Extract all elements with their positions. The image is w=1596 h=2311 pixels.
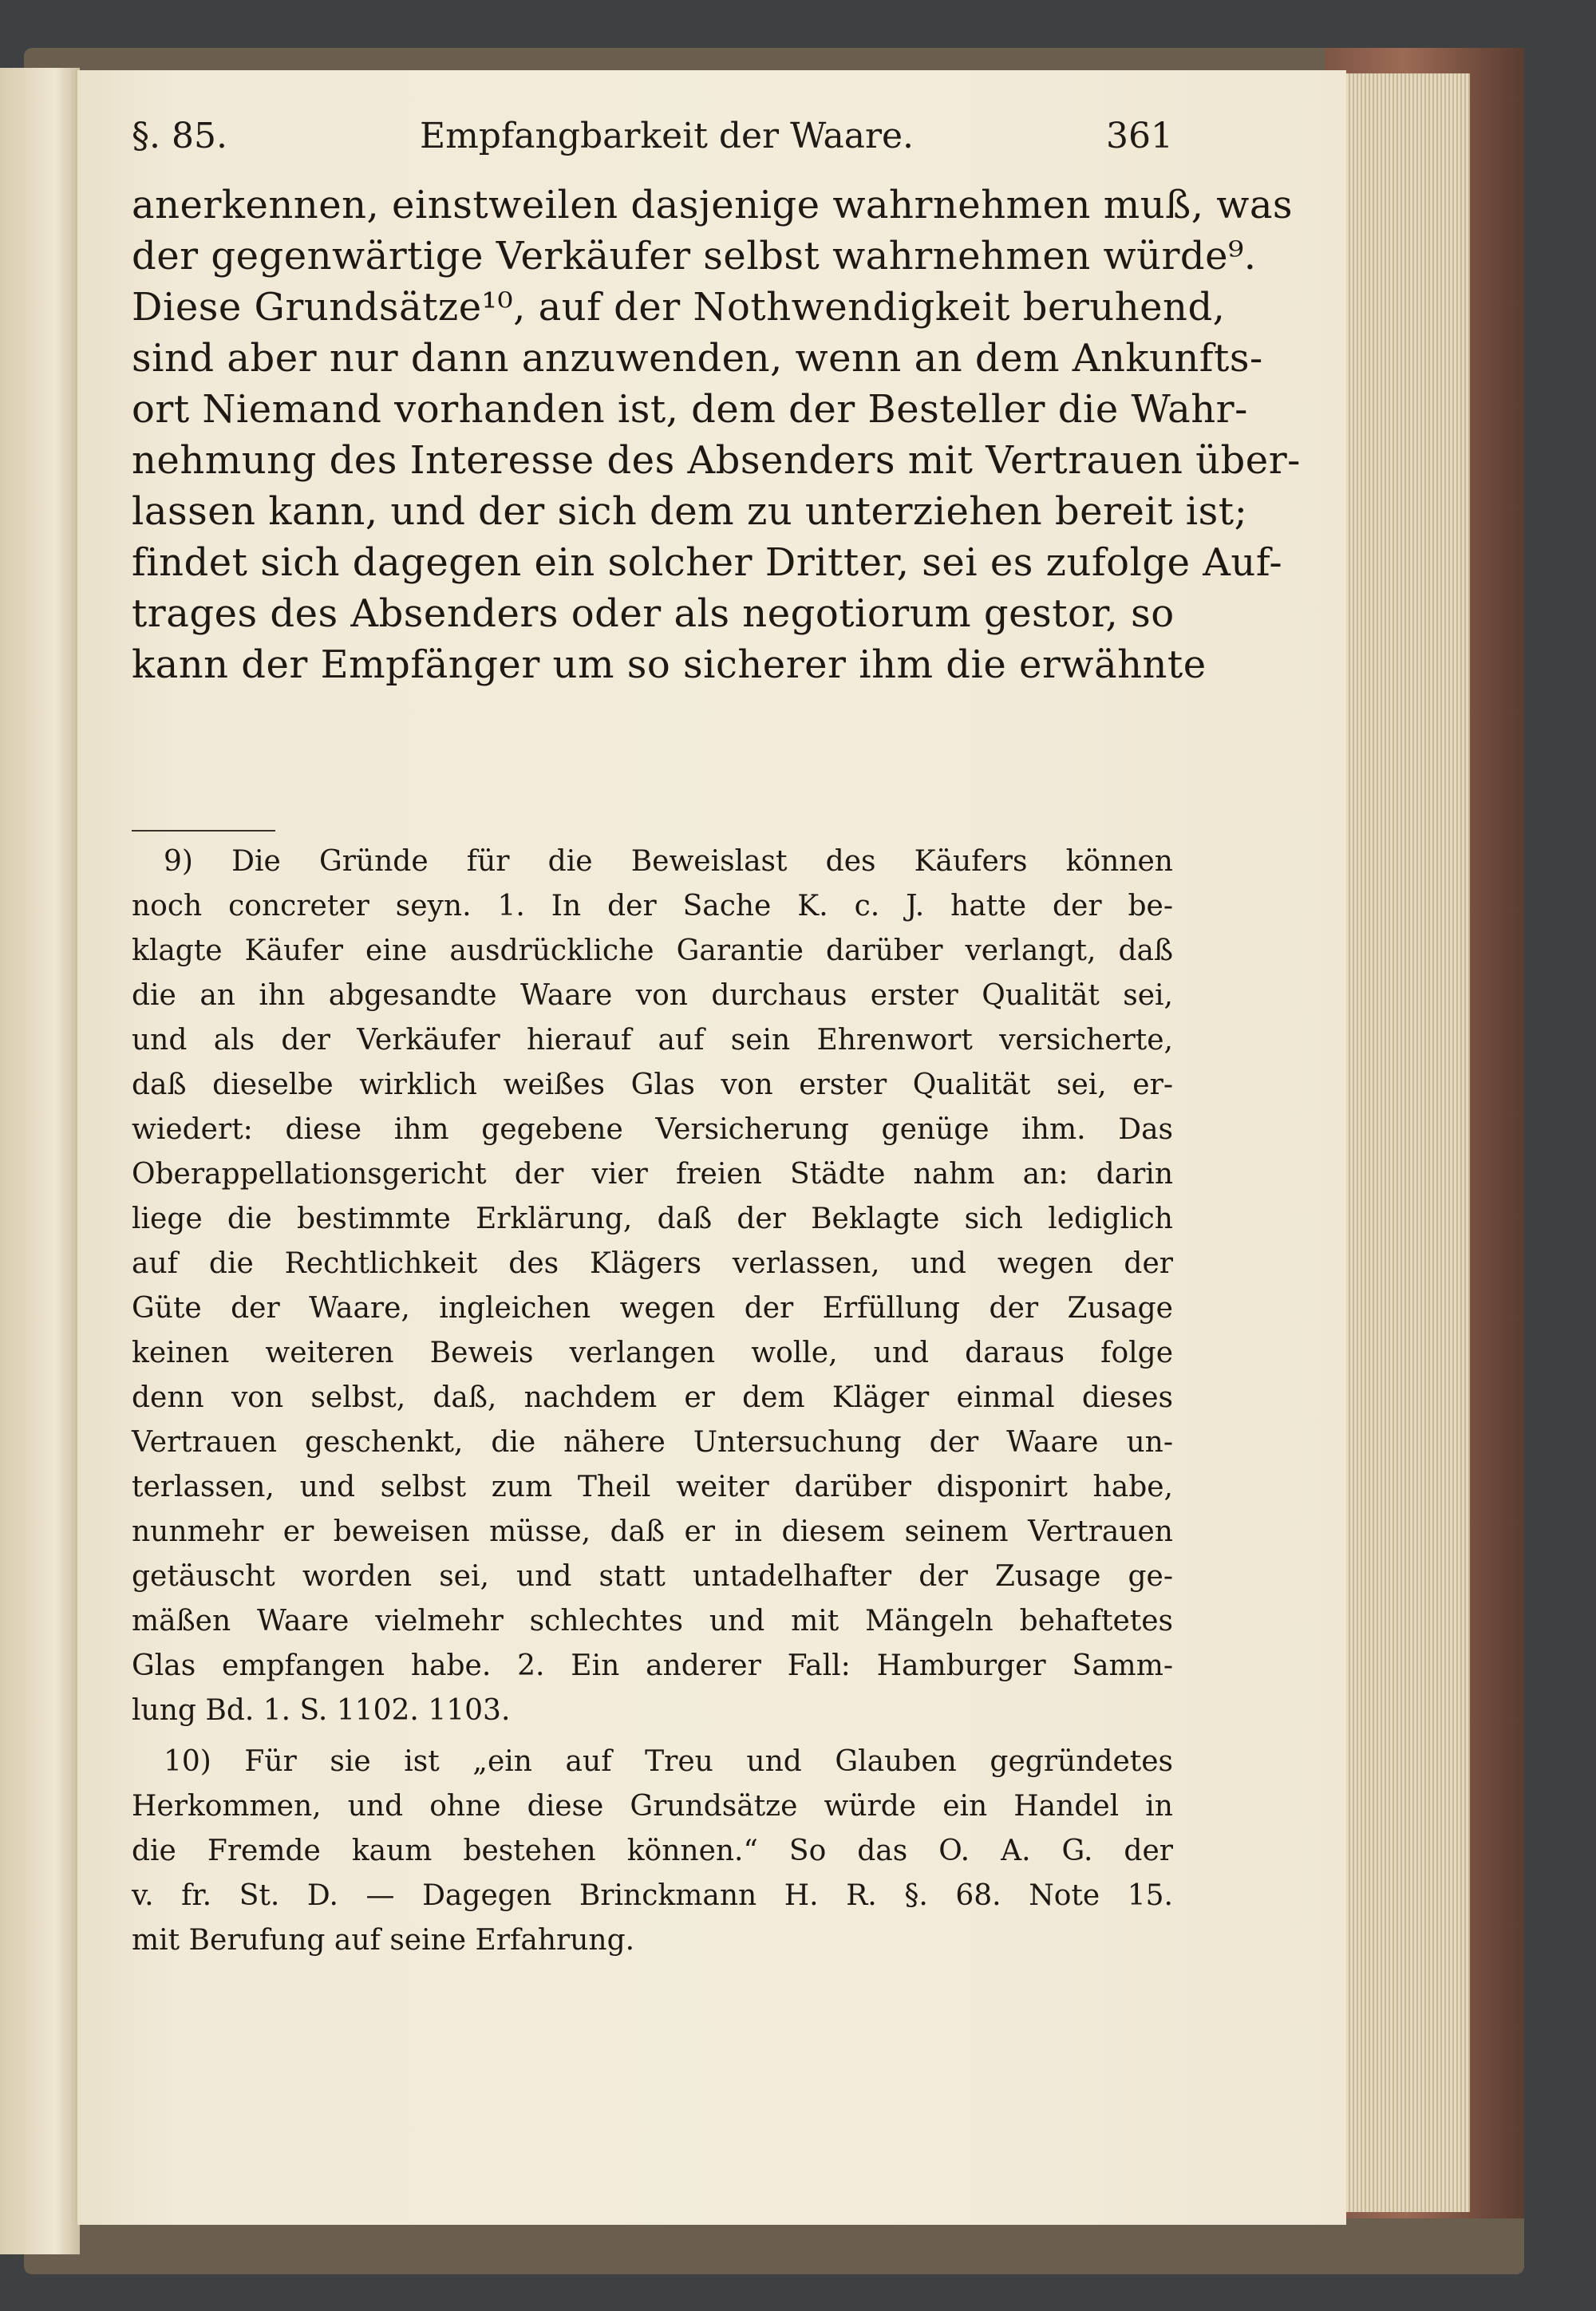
footnote-line: Herkommen, und ohne diese Grundsätze würde ein Handel in [132,1790,1173,1823]
section-number: §. 85. [132,115,227,156]
footnote-line: terlassen, und selbst zum Theil weiter darüber disponirt habe, [132,1471,1173,1503]
footnote-line: keinen weiteren Beweis verlangen wolle, und daraus folge [132,1337,1173,1369]
text-line: findet sich dagegen ein solcher Dritter, sei es zufolge Auf- [132,540,1283,585]
text-line: Diese Grundsätze¹⁰, auf der Nothwendigkeit beruhend, [132,285,1226,330]
footnote-line: auf die Rechtlichkeit des Klägers verlassen, und wegen der [132,1247,1173,1280]
footnote-line: 10) Für sie ist „ein auf Treu und Glauben gegründetes [164,1745,1173,1778]
text-line: der gegenwärtige Verkäufer selbst wahrnehmen würde⁹. [132,234,1257,279]
text-line: lassen kann, und der sich dem zu unterziehen bereit ist; [132,489,1248,534]
footnote-line: die an ihn abgesandte Waare von durchaus erster Qualität sei, [132,979,1173,1012]
footnote-line: daß dieselbe wirklich weißes Glas von erster Qualität sei, er- [132,1069,1173,1101]
footnote-rule [132,830,275,832]
running-header [132,104,1173,168]
text-line: sind aber nur dann anzuwenden, wenn an dem Ankunfts- [132,336,1263,381]
text-line: anerkennen, einstweilen dasjenige wahrnehmen muß, was [132,183,1294,227]
footnote-line: v. fr. St. D. — Dagegen Brinckmann H. R. §. 68. Note 15. [132,1879,1173,1912]
footnote-line: liege die bestimmte Erklärung, daß der Beklagte sich lediglich [132,1203,1173,1235]
footnote-line: 9) Die Gründe für die Beweislast des Käufers können [164,845,1173,878]
footnotes [132,839,1173,1963]
left-page-edge [0,68,80,2254]
section-title: Empfangbarkeit der Waare. [419,115,915,156]
footnote-line: lung Bd. 1. S. 1102. 1103. [132,1694,511,1727]
footnote-line: und als der Verkäufer hierauf auf sein Ehrenwort versicherte, [132,1024,1173,1057]
text-line: trages des Absenders oder als negotiorum gestor, so [132,591,1175,636]
footnote-line: denn von selbst, daß, nachdem er dem Kläger einmal dieses [132,1381,1173,1414]
footnote-line: Oberappellationsgericht der vier freien Städte nahm an: darin [132,1158,1173,1191]
text-line: nehmung des Interesse des Absenders mit Vertrauen über- [132,438,1301,483]
footnote-9 [132,839,1173,1733]
footnote-10 [132,1740,1173,1963]
footnote-line: die Fremde kaum bestehen können.“ So das O. A. G. der [132,1835,1173,1867]
footnote-line: getäuscht worden sei, und statt untadelhafter der Zusage ge- [132,1560,1173,1593]
footnote-line: mäßen Waare vielmehr schlechtes und mit Mängeln behaftetes [132,1605,1173,1637]
footnote-line: nunmehr er beweisen müsse, daß er in diesem seinem Vertrauen [132,1515,1173,1548]
footnote-line: Glas empfangen habe. 2. Ein anderer Fall: Hamburger Samm- [132,1649,1173,1682]
footnote-gap [132,1733,1173,1740]
main-text [132,180,1301,690]
footnote-line: Vertrauen geschenkt, die nähere Untersuchung der Waare un- [132,1426,1173,1459]
page-number: 361 [1106,115,1173,156]
text-line: ort Niemand vorhanden ist, dem der Besteller die Wahr- [132,387,1248,432]
text-line: kann der Empfänger um so sicherer ihm die erwähnte [132,642,1207,687]
footnote-line: klagte Käufer eine ausdrückliche Garantie darüber verlangt, daß [132,934,1173,967]
footnote-line: Güte der Waare, ingleichen wegen der Erfüllung der Zusage [132,1292,1173,1325]
footnote-line: mit Berufung auf seine Erfahrung. [132,1924,635,1957]
page-fore-edge [1329,73,1470,2212]
footnote-line: wiedert: diese ihm gegebene Versicherung genüge ihm. Das [132,1113,1173,1146]
footnote-line: noch concreter seyn. 1. In der Sache K. c. J. hatte der be- [132,890,1173,922]
